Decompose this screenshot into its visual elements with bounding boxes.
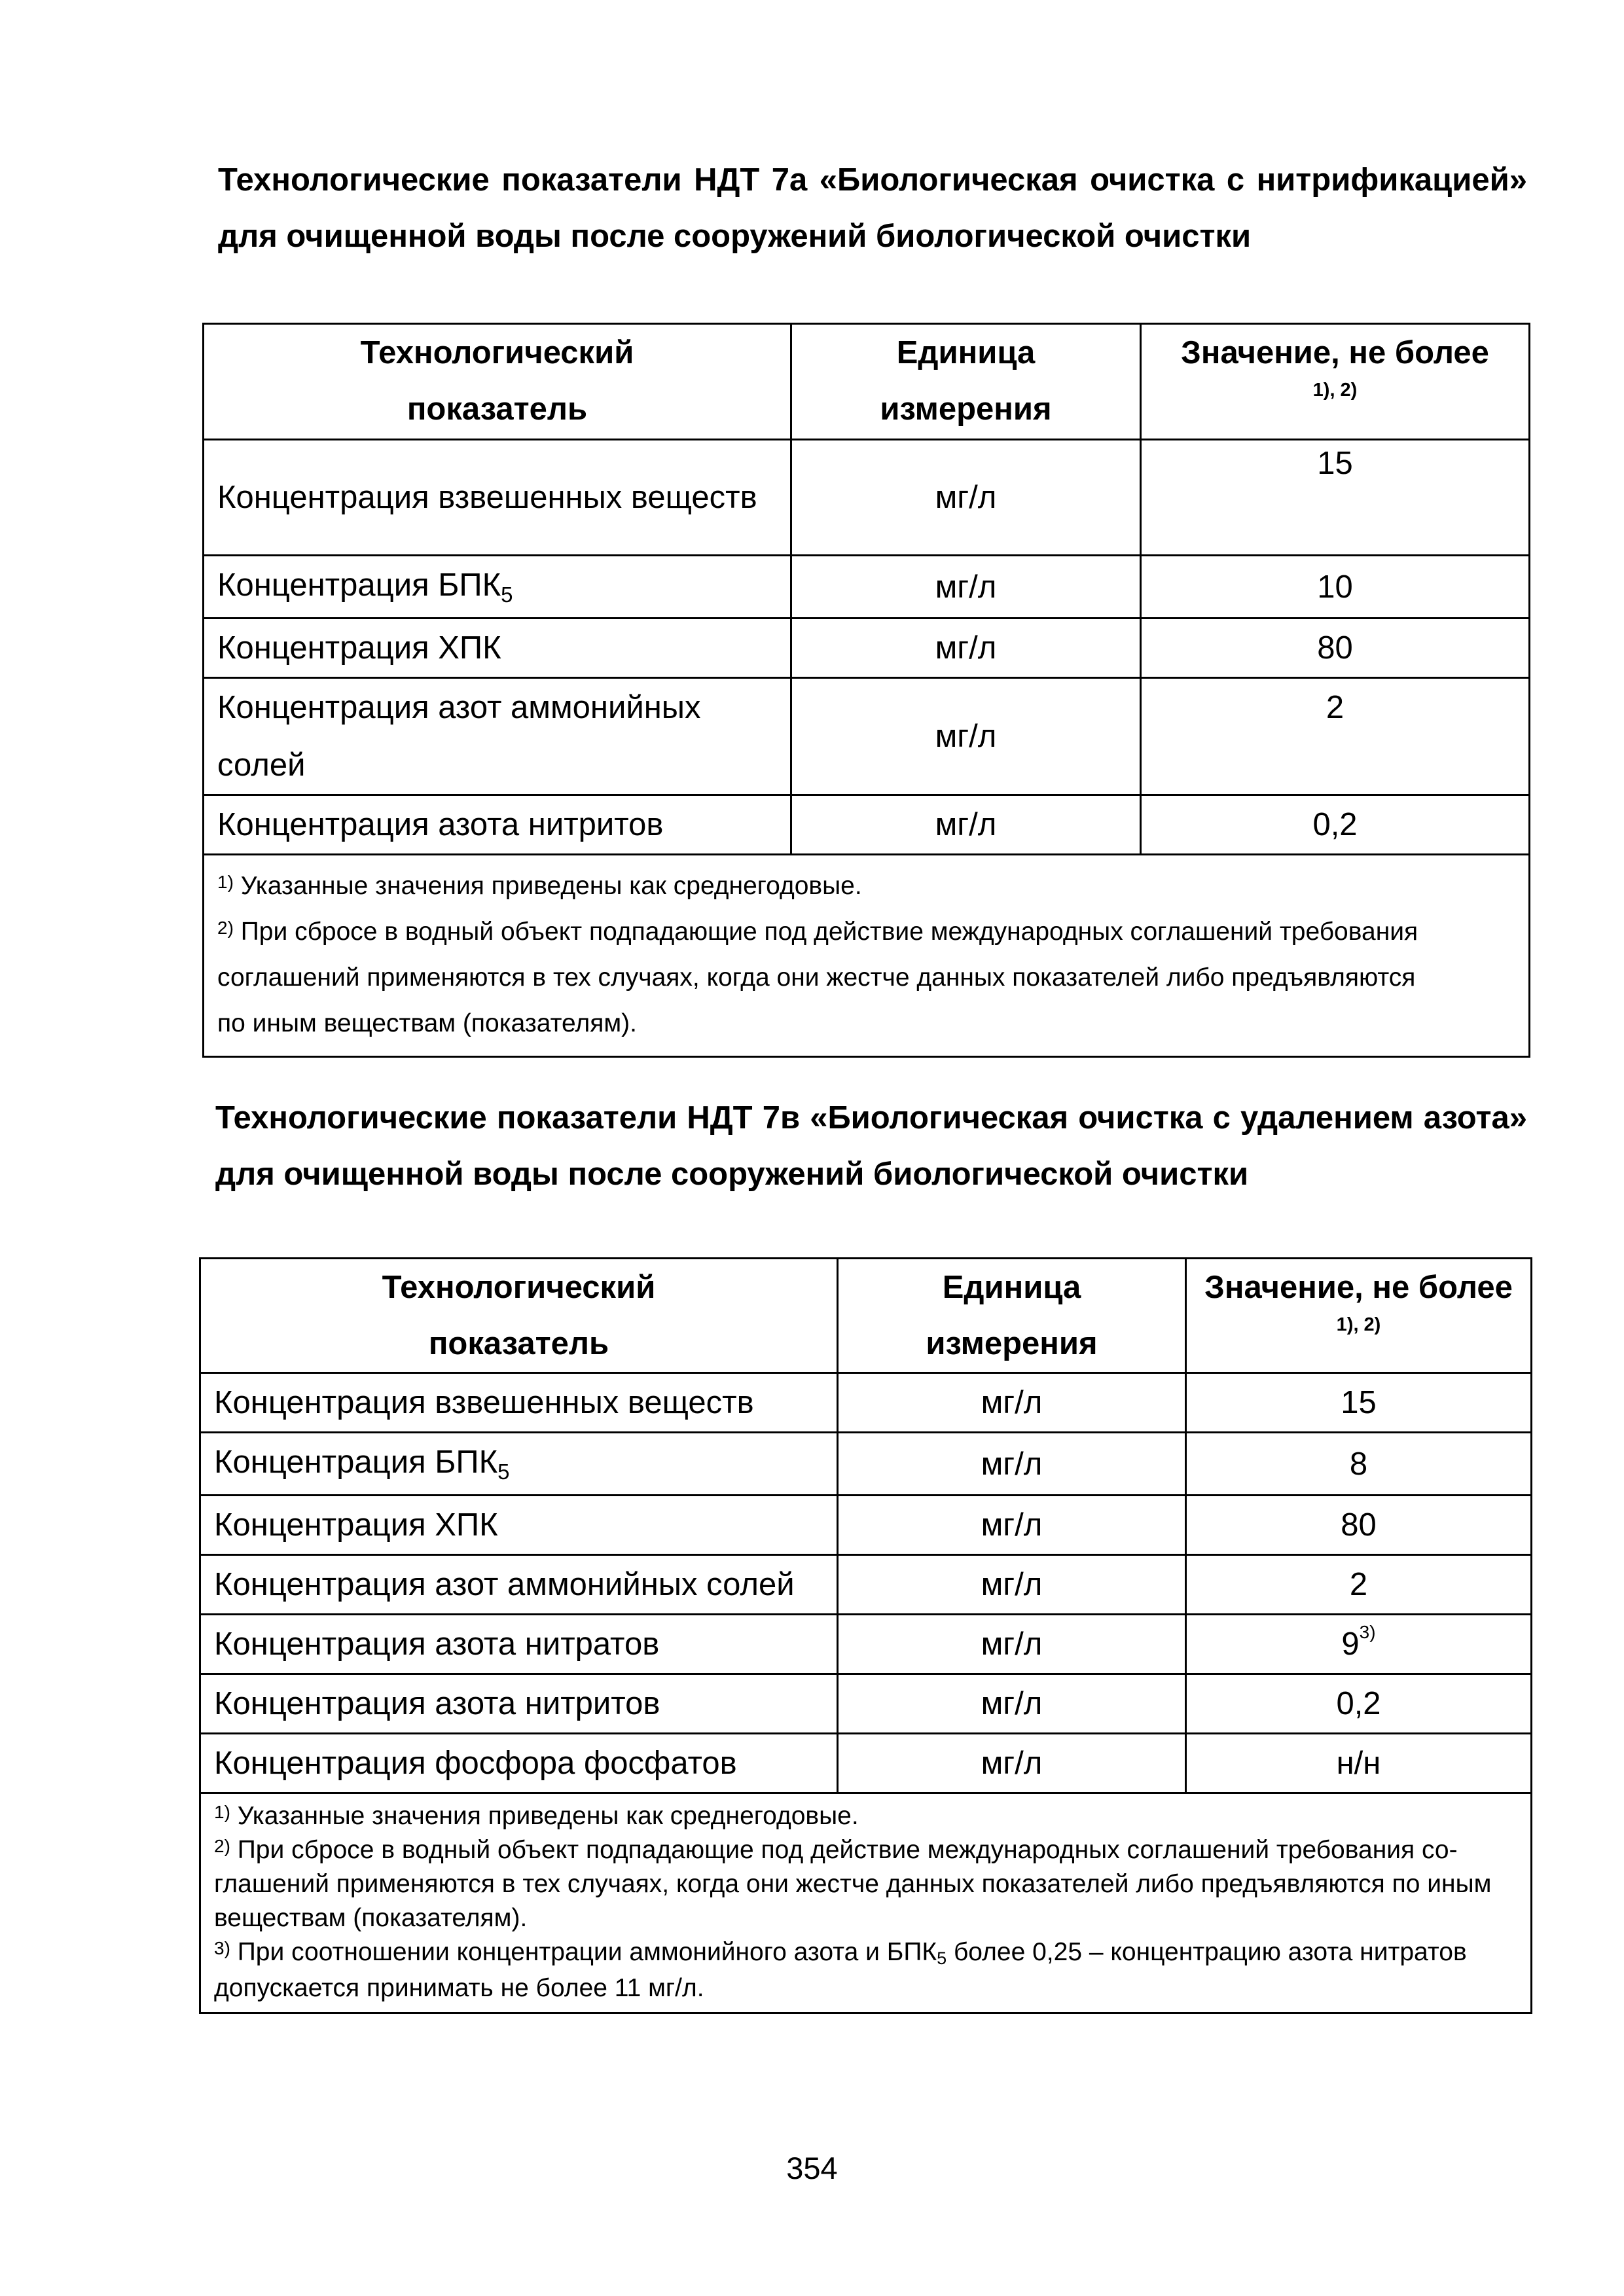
row-indicator: Концентрация азот аммонийных солей — [204, 678, 791, 795]
row-value: 15 — [1141, 440, 1530, 556]
table-row — [204, 440, 1530, 556]
table-row — [200, 1373, 1532, 1433]
footnote-1: $^{1)}$ Указанные значения приведены как среднегодовые. — [217, 872, 862, 900]
table-footnotes — [204, 855, 1530, 1057]
row-unit: мг/л — [791, 678, 1141, 795]
row-value: 80 — [1141, 619, 1530, 678]
header-value-footnote-ref: 1), 2) — [1312, 380, 1358, 401]
table-footnotes — [200, 1793, 1532, 2013]
row-value: 2 — [1141, 678, 1530, 795]
row-value: 2 — [1186, 1555, 1532, 1615]
table-row — [204, 795, 1530, 855]
table-ndt-7v — [199, 1257, 1532, 2014]
table-ndt-7a — [202, 323, 1530, 1058]
row-unit: мг/л — [791, 795, 1141, 855]
header-indicator: Технологический показатель — [204, 324, 791, 440]
table-header-row — [204, 324, 1530, 440]
row-indicator: Концентрация азот аммонийных солей — [200, 1555, 838, 1615]
page-number: 354 — [786, 2151, 838, 2185]
table-row — [200, 1555, 1532, 1615]
row-unit: мг/л — [791, 440, 1141, 556]
row-indicator: Концентрация $БПК_5$ — [200, 1433, 838, 1496]
row-indicator: Концентрация взвешенных веществ — [200, 1373, 838, 1433]
row-value: 0,2 — [1141, 795, 1530, 855]
row-unit: мг/л — [838, 1734, 1186, 1793]
footnotes-row — [200, 1793, 1532, 2013]
row-value: 0,2 — [1186, 1674, 1532, 1734]
row-value: 80 — [1186, 1496, 1532, 1555]
footnote-2-line-2: соглашений применяются в тех случаях, когда они жестче данных показателей либо предъявляются — [217, 963, 1416, 992]
row-indicator: Концентрация азота нитритов — [204, 795, 791, 855]
table-row — [204, 678, 1530, 795]
row-indicator: Концентрация ХПК — [204, 619, 791, 678]
row-unit: мг/л — [838, 1496, 1186, 1555]
value-footnote-ref: 3) — [1359, 1622, 1376, 1642]
row-value: 10 — [1141, 556, 1530, 619]
row-indicator: Концентрация фосфора фосфатов — [200, 1734, 838, 1793]
row-value: 8 — [1186, 1433, 1532, 1496]
table-header-row — [200, 1259, 1532, 1373]
row-unit: мг/л — [838, 1555, 1186, 1615]
header-value: Значение, не более 1), 2) — [1186, 1259, 1532, 1373]
row-value: 9$^{3)}$ — [1186, 1615, 1532, 1674]
row-indicator: Концентрация $БПК_5$ — [204, 556, 791, 619]
row-unit: мг/л — [791, 619, 1141, 678]
footnote-2-line-3: по иным веществам (показателям). — [217, 1009, 637, 1037]
row-value: н/н — [1186, 1734, 1532, 1793]
header-indicator: Технологический показатель — [200, 1259, 838, 1373]
row-indicator: Концентрация ХПК — [200, 1496, 838, 1555]
footnote-2: $^{2)}$ При сбросе в водный объект подпадающие под действие международных соглашений требования со- — [214, 1836, 1458, 1864]
header-value: Значение, не более 1), 2) — [1141, 324, 1530, 440]
row-indicator: Концентрация азота нитритов — [200, 1674, 838, 1734]
footnote-3-line-2: допускается принимать не более 11 мг/л. — [214, 1974, 704, 2002]
row-indicator: Концентрация азота нитратов — [200, 1615, 838, 1674]
table-row — [204, 556, 1530, 619]
table-row — [200, 1674, 1532, 1734]
table-row — [204, 619, 1530, 678]
footnote-1: $^{1)}$ Указанные значения приведены как среднегодовые. — [214, 1802, 859, 1830]
bpk-subscript: 5 — [497, 1460, 510, 1484]
table-row — [200, 1433, 1532, 1496]
footnote-2-line-3: веществам (показателям). — [214, 1904, 528, 1932]
header-unit: Единица измерения — [838, 1259, 1186, 1373]
row-value: 15 — [1186, 1373, 1532, 1433]
row-indicator: Концентрация взвешенных веществ — [204, 440, 791, 556]
footnotes-row — [204, 855, 1530, 1057]
header-unit: Единица измерения — [791, 324, 1141, 440]
row-unit: мг/л — [838, 1373, 1186, 1433]
section-b-heading: Технологические показатели НДТ 7в «Биологическая очистка с удалением азота» для очищенной воды после сооружений биологической очистки — [215, 1100, 1527, 1192]
section-a-heading: Технологические показатели НДТ 7а «Биологическая очистка с нитрификацией» для очищенной воды после сооружений биологической очистки — [218, 162, 1527, 254]
row-unit: мг/л — [838, 1433, 1186, 1496]
footnote-3: $^{3)}$ При соотношении концентрации аммонийного азота и БПК5 более 0,25 – концентрацию азота нитратов — [214, 1938, 1467, 1968]
table-row — [200, 1615, 1532, 1674]
table-row — [200, 1496, 1532, 1555]
row-unit: мг/л — [791, 556, 1141, 619]
table-row — [200, 1734, 1532, 1793]
footnote-2: $^{2)}$ При сбросе в водный объект подпадающие под действие международных соглашений требования — [217, 918, 1418, 946]
footnote-2-line-2: глашений применяются в тех случаях, когда они жестче данных показателей либо предъявляются по иным — [214, 1870, 1492, 1898]
bpk-subscript: 5 — [501, 583, 513, 607]
row-unit: мг/л — [838, 1615, 1186, 1674]
header-value-footnote-ref: 1), 2) — [1336, 1314, 1381, 1335]
row-unit: мг/л — [838, 1674, 1186, 1734]
